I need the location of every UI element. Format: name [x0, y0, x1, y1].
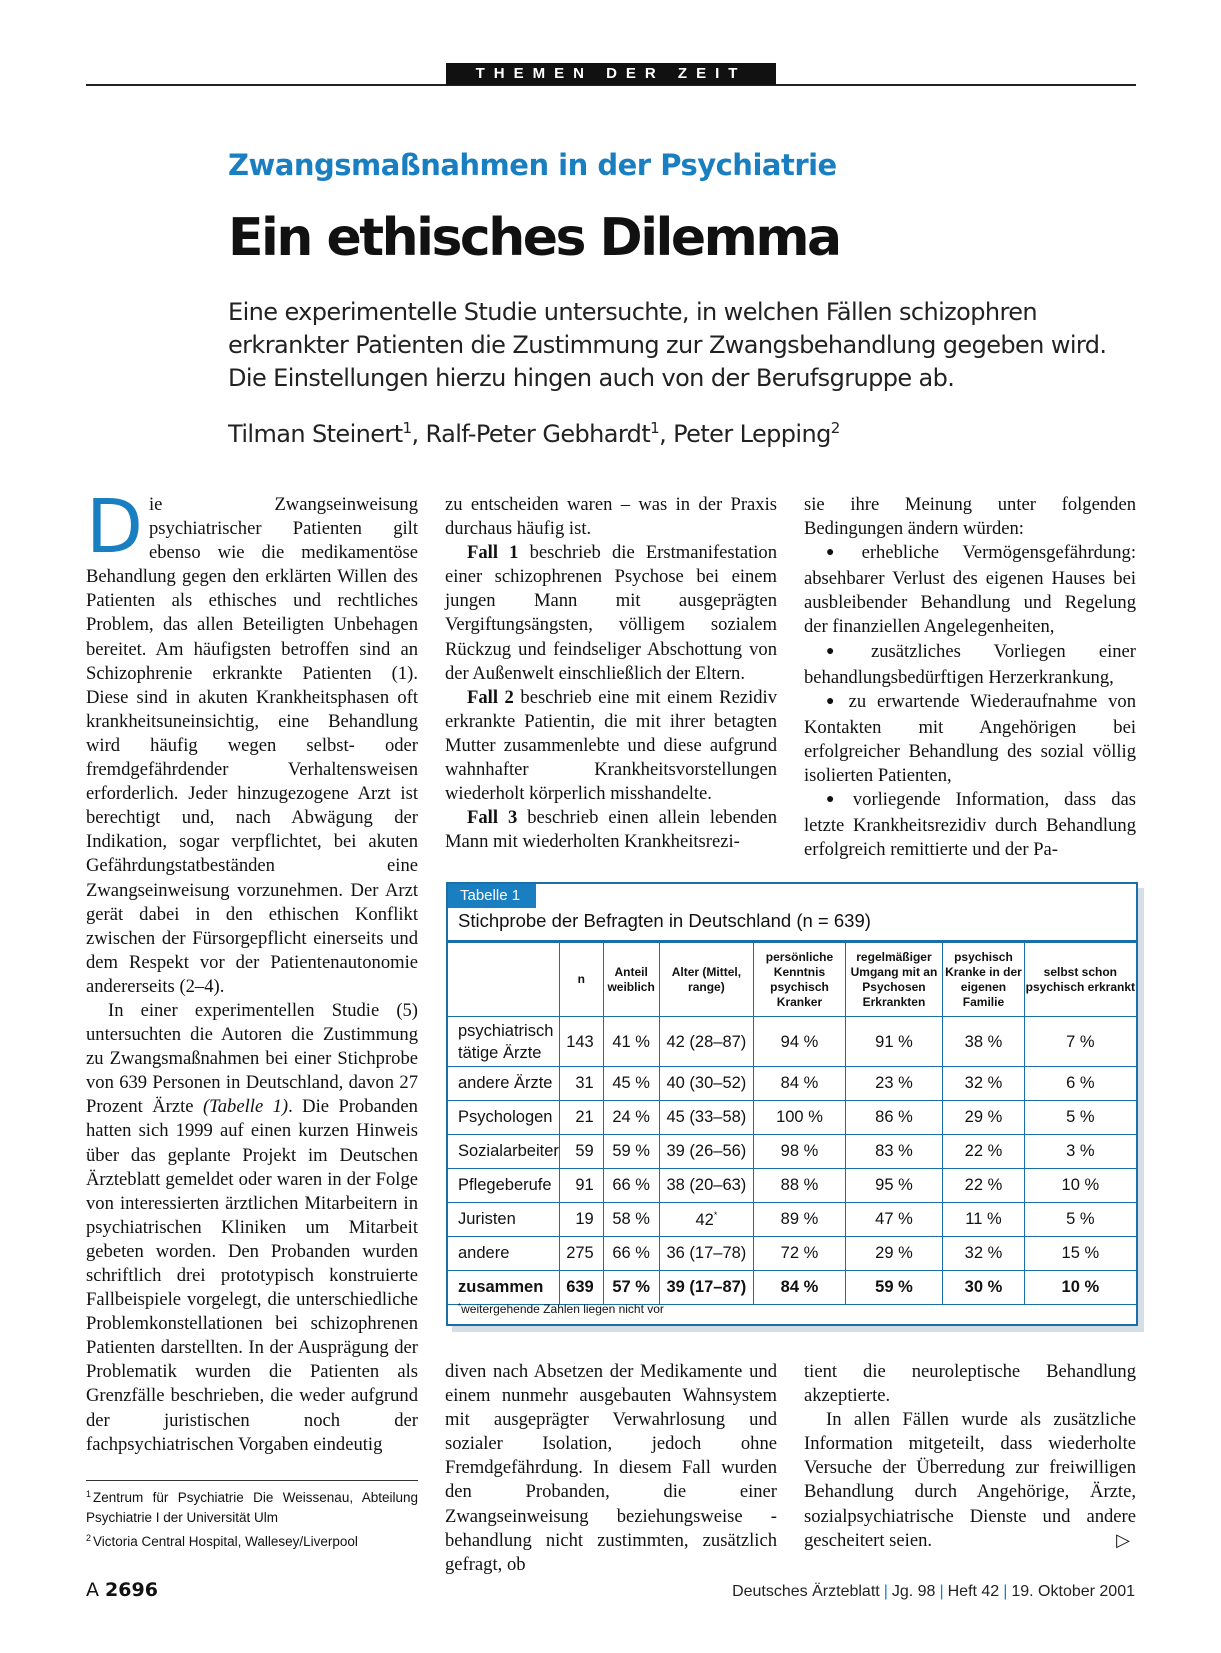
bullet-item: ● erhebliche Vermögensgefährdung: absehbarer Verlust des eigenen Hauses bei ausbleibender Behandlung und Regelung der finanziellen Angelegenheiten, — [804, 541, 1136, 639]
table-cell: 23 % — [845, 1067, 943, 1101]
table-cell: 39 (17–87) — [659, 1271, 754, 1305]
table-total-row — [448, 1271, 1136, 1305]
body-column-3 — [804, 493, 1136, 862]
footnote-rule — [86, 1480, 418, 1481]
table-cell: 42* — [659, 1203, 754, 1237]
table-grid — [448, 942, 1136, 1305]
table-row — [448, 1101, 1136, 1135]
author-affiliation-mark: 1 — [650, 419, 660, 437]
table-cell: 29 % — [845, 1237, 943, 1271]
table-cell: 24 % — [603, 1101, 659, 1135]
table-cell: 89 % — [754, 1203, 845, 1237]
bullet-item: ● zu erwartende Wiederaufnahme von Kontakten mit Angehörigen bei erfolgreicher Behandlung des sozial völlig isolierten Patienten, — [804, 690, 1136, 788]
table-cell: 72 % — [754, 1237, 845, 1271]
bullet-item: ● zusätzliches Vorliegen einer behandlungsbedürftigen Herzerkrankung, — [804, 640, 1136, 690]
table-cell: 47 % — [845, 1203, 943, 1237]
author-line: Tilman Steinert$^1$, Ralf-Peter Gebhardt$^1$, Peter Lepping$^2$ — [228, 419, 840, 448]
table-row — [448, 1203, 1136, 1237]
table-row-label: Pflegeberufe — [448, 1169, 559, 1203]
table-cell: 40 (30–52) — [659, 1067, 754, 1101]
page-number: A 2696 — [86, 1579, 158, 1601]
journal-date: 19. Oktober 2001 — [1011, 1583, 1135, 1600]
table-footnote: *weitergehende Zahlen liegen nicht vor — [458, 1302, 664, 1316]
table-cell: 5 % — [1024, 1203, 1136, 1237]
article-title: Ein ethisches Dilemma — [228, 208, 840, 268]
body-column-2-continued — [445, 1360, 777, 1577]
body-column-1 — [86, 484, 418, 1457]
table-1 — [446, 882, 1138, 1326]
table-cell: 5 % — [1024, 1101, 1136, 1135]
body-paragraph: Die Zwangseinweisung psychiatrischer Patienten gilt ebenso wie die medikamentöse Behandlung gegen den erklärten Willen des Patienten als ethisches und rechtliches Problem, das allen Beteiligten Unbehagen bereitet. Am häufigsten betroffen sind an Schizophrenie erkrankte Patienten (1). Diese sind in akuten Krankheitsphasen oft krankheitsuneinsichtig, eine Behandlung wird häufig wegen selbst- oder fremdgefährdender Verhaltensweisen erforderlich. Jeder hinzugezogene Arzt ist berechtigt und, nach Abwägung der Indikation, sogar verpflichtet, bei akuten Gefährdungstatbeständen eine Zwangseinweisung vorzunehmen. Der Arzt gerät dabei in den ethischen Konflikt zwischen der Fürsorgepflicht einerseits und dem Respekt vor der Patientenautonomie andererseits (2–4). — [86, 484, 418, 997]
table-header-row — [448, 943, 1136, 1017]
table-cell: 86 % — [845, 1101, 943, 1135]
body-paragraph: Fall 2 beschrieb eine mit einem Rezidiv erkrankte Patientin, die mit ihrer betagten Mutter zusammenlebte und diese aufgrund wahnhafter Krankheitsvorstellungen wiederholt körperlich misshandelte. — [445, 686, 777, 805]
table-cell: 66 % — [603, 1237, 659, 1271]
table-cell: 42 (28–87) — [659, 1017, 754, 1067]
table-cell: 22 % — [943, 1169, 1024, 1203]
footnotes — [86, 1484, 418, 1552]
table-cell: 275 — [559, 1237, 603, 1271]
case-label: Fall 3 — [467, 807, 518, 829]
body-paragraph: sie ihre Meinung unter folgenden Bedingungen ändern würden: — [804, 494, 1136, 540]
table-cell: 11 % — [943, 1203, 1024, 1237]
body-paragraph: Fall 3 beschrieb einen allein lebenden Mann mit wiederholten Krankheitsrezi- — [445, 807, 778, 853]
table-header-cell: selbst schon psychisch erkrankt — [1024, 943, 1136, 1017]
table-row-label: Psychologen — [448, 1101, 559, 1135]
table-cell: 66 % — [603, 1169, 659, 1203]
author-affiliation-mark: 2 — [830, 419, 840, 437]
body-paragraph: In allen Fällen wurde als zusätzliche Information mitgeteilt, dass wiederholte Versuche der Überredung zur freiwilligen Behandlung durch Angehörige, Ärzte, sozialpsychiatrische Dienste und andere gescheitert seien. ▷ — [804, 1408, 1136, 1553]
bullet-item: ● vorliegende Information, dass das letzte Krankheitsrezidiv durch Behandlung erfolgreich remittierte und der Pa- — [804, 788, 1136, 862]
author-name: Ralf-Peter Gebhardt — [425, 420, 651, 448]
table-cell: 7 % — [1024, 1017, 1136, 1067]
table-cell: 38 % — [943, 1017, 1024, 1067]
table-cell: 59 — [559, 1135, 603, 1169]
footnote: $^2$ Victoria Central Hospital, Wallesey/Liverpool — [86, 1533, 358, 1549]
table-cell: 95 % — [845, 1169, 943, 1203]
table-cell: 57 % — [603, 1271, 659, 1305]
table-cell: 22 % — [943, 1135, 1024, 1169]
table-tab-label: Tabelle 1 — [448, 884, 536, 908]
table-cell: 39 (26–56) — [659, 1135, 754, 1169]
table-header-cell: regelmäßiger Umgang mit an Psychosen Erkrankten — [845, 943, 943, 1017]
table-row-label: Sozialarbeiter — [448, 1135, 559, 1169]
table-cell: 31 — [559, 1067, 603, 1101]
table-cell: 32 % — [943, 1067, 1024, 1101]
table-cell: 98 % — [754, 1135, 845, 1169]
body-paragraph: In einer experimentellen Studie (5) untersuchten die Autoren die Zustimmung zu Zwangsmaßnahmen bei einer Stichprobe von 639 Personen in Deutschland, davon 27 Prozent Ärzte (Tabelle 1). Die Probanden hatten sich 1999 auf einen kurzen Hinweis über das geplante Projekt im Deutschen Ärzteblatt gemeldet oder waren in der Folge von interessierten ärztlichen Mitarbeitern in psychiatrischen Kliniken um Mitarbeit gebeten worden. Den Probanden wurden schriftlich drei prototypisch konstruierte Fallbeispiele vorgelegt, die unterschiedliche Problemkonstellationen bei schizophrenen Patienten darstellten. In der Ausprägung der Problematik wurden die Patienten als Grenzfälle beschrieben, die weder aufgrund der juristischen noch der fachpsychiatrischen Vorgaben eindeutig — [86, 999, 418, 1455]
footnote: $^1$ Zentrum für Psychiatrie Die Weissenau, Abteilung Psychiatrie I der Universität Ulm — [86, 1489, 418, 1525]
table-cell: 84 % — [754, 1067, 845, 1101]
journal-volume: Jg. 98 — [891, 1583, 936, 1600]
table-caption: Stichprobe der Befragten in Deutschland (n = 639) — [458, 910, 871, 931]
footnote-asterisk: * — [713, 1209, 718, 1220]
table-cell: 15 % — [1024, 1237, 1136, 1271]
continue-arrow-icon: ▷ — [1116, 1529, 1130, 1551]
case-label: Fall 2 — [467, 686, 514, 708]
article-kicker: Zwangsmaßnahmen in der Psychiatrie — [228, 148, 837, 182]
table-cell: 100 % — [754, 1101, 845, 1135]
table-cell: 639 — [559, 1271, 603, 1305]
table-cell: 10 % — [1024, 1271, 1136, 1305]
drop-cap: D — [86, 484, 143, 570]
table-cell: 29 % — [943, 1101, 1024, 1135]
table-reference: (Tabelle 1) — [202, 1096, 289, 1118]
table-cell: 58 % — [603, 1203, 659, 1237]
table-header-cell: psychisch Kranke in der eigenen Familie — [943, 943, 1024, 1017]
table-row-label: psychiatrisch tätige Ärzte — [448, 1017, 559, 1067]
table-header-cell: n — [559, 943, 603, 1017]
table-row — [448, 1169, 1136, 1203]
author-name: Peter Lepping — [673, 420, 831, 448]
table-cell: 19 — [559, 1203, 603, 1237]
table-header-cell: Alter (Mittel, range) — [659, 943, 754, 1017]
table-header-cell — [448, 943, 559, 1017]
table-cell: 30 % — [943, 1271, 1024, 1305]
table-cell: 59 % — [603, 1135, 659, 1169]
table-cell: 143 — [559, 1017, 603, 1067]
table-cell: 36 (17–78) — [659, 1237, 754, 1271]
table-row-label: Juristen — [448, 1203, 559, 1237]
table-cell: 94 % — [754, 1017, 845, 1067]
table-cell: 59 % — [845, 1271, 943, 1305]
body-paragraph: Fall 1 beschrieb die Erstmanifestation einer schizophrenen Psychose bei einem jungen Mann mit ausgeprägten Vergiftungsängsten, völligem sozialem Rückzug und feindseliger Abschottung von der Außenwelt einschließlich der Eltern. — [445, 542, 777, 684]
body-column-3-continued — [804, 1360, 1136, 1553]
table-row — [448, 1237, 1136, 1271]
journal-name: Deutsches Ärzteblatt — [732, 1583, 880, 1600]
table-cell: 21 — [559, 1101, 603, 1135]
table-cell: 38 (20–63) — [659, 1169, 754, 1203]
body-paragraph: tient die neuroleptische Behandlung akzeptierte. — [804, 1361, 1136, 1407]
journal-issue: Heft 42 — [947, 1583, 1000, 1600]
table-cell: 91 % — [845, 1017, 943, 1067]
case-label: Fall 1 — [467, 542, 519, 564]
table-cell: 45 % — [603, 1067, 659, 1101]
table-cell: 3 % — [1024, 1135, 1136, 1169]
table-header-cell: Anteil weiblich — [603, 943, 659, 1017]
table-row-label: andere Ärzte — [448, 1067, 559, 1101]
table-cell: 6 % — [1024, 1067, 1136, 1101]
body-column-2 — [445, 493, 777, 854]
table-cell: 32 % — [943, 1237, 1024, 1271]
table-cell: 84 % — [754, 1271, 845, 1305]
section-label: THEMEN DER ZEIT — [446, 63, 776, 85]
article-lead: Eine experimentelle Studie untersuchte, in welchen Fällen schizophren erkrankter Patienten die Zustimmung zur Zwangsbehandlung gegeben wird. Die Einstellungen hierzu hingen auch von der Berufsgruppe ab. — [228, 298, 1107, 392]
body-paragraph: diven nach Absetzen der Medikamente und einem nunmehr ausgebauten Wahnsystem mit ausgeprägter Verwahrlosung und sozialer Isolation, jedoch ohne Fremdgefährdung. In diesem Fall wurden den Probanden, die einer Zwangseinweisung beziehungsweise -behandlung nicht zustimmten, zusätzlich gefragt, ob — [445, 1361, 777, 1575]
table-cell: 10 % — [1024, 1169, 1136, 1203]
table-row — [448, 1017, 1136, 1067]
table-cell: 88 % — [754, 1169, 845, 1203]
table-cell: 91 — [559, 1169, 603, 1203]
table-row — [448, 1067, 1136, 1101]
table-header-cell: persönliche Kenntnis psychisch Kranker — [754, 943, 845, 1017]
author-name: Tilman Steinert — [228, 420, 403, 448]
table-cell: 41 % — [603, 1017, 659, 1067]
table-row-label: zusammen — [448, 1271, 559, 1305]
author-affiliation-mark: 1 — [402, 419, 412, 437]
table-row — [448, 1135, 1136, 1169]
table-row-label: andere — [448, 1237, 559, 1271]
journal-masthead: Deutsches Ärzteblatt | Jg. 98 | Heft 42 | 19. Oktober 2001 — [732, 1583, 1135, 1600]
table-cell: 45 (33–58) — [659, 1101, 754, 1135]
table-cell: 83 % — [845, 1135, 943, 1169]
body-paragraph: zu entscheiden waren – was in der Praxis durchaus häufig ist. — [445, 494, 777, 540]
